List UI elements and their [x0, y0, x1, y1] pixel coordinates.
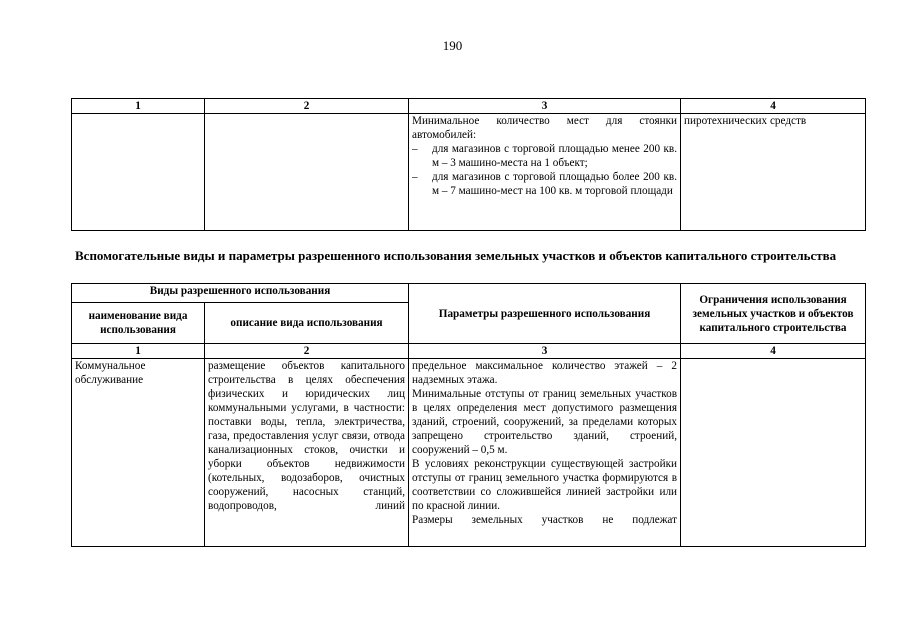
table-row: [72, 114, 866, 231]
col-number: 3: [409, 99, 681, 114]
list-item: – для магазинов с торговой площадью менее 200 кв. м – 3 машино-места на 1 объект;: [412, 143, 677, 169]
param-paragraph: предельное максимальное количество этажей – 2 надземных этажа.: [412, 360, 678, 386]
param-paragraph: Минимальные отступы от границ земельных участков в целях определения мест допустимого размещения зданий, строений, сооружений, за пределами которых запрещено строительство зданий, строений, сооружений – 0,5 м.: [412, 388, 678, 456]
description-header: описание вида использования: [205, 303, 409, 344]
cell-empty: [72, 114, 205, 231]
col-number: 3: [409, 344, 681, 359]
table-number-row: [72, 344, 866, 359]
col-number: 4: [681, 344, 866, 359]
limits-header: Ограничения использования земельных участков и объектов капитального строительства: [681, 284, 866, 344]
col-number: 4: [681, 99, 866, 114]
col-number: 2: [205, 344, 409, 359]
params-header: Параметры разрешенного использования: [409, 284, 681, 344]
page-number: 190: [442, 38, 463, 53]
param-paragraph: Размеры земельных участков не подлежат: [412, 514, 678, 526]
auxiliary-uses-table: [71, 283, 866, 547]
table-row: [72, 359, 866, 547]
section-heading: Вспомогательные виды и параметры разрешенного использования земельных участков и объектов капитального строительства: [75, 248, 837, 263]
col-number: 1: [72, 99, 205, 114]
cell-params: [409, 114, 681, 231]
parking-intro: Минимальное количество мест для стоянки автомобилей:: [412, 115, 677, 141]
param-paragraph: В условиях реконструкции существующей застройки отступы от границ земельного участка формируются в соответствии со сложившейся линией застройки или по красной линии.: [412, 458, 678, 512]
cell-name: Коммунальное обслуживание: [72, 359, 205, 547]
name-header: наименование вида использования: [72, 303, 205, 344]
continuation-table: [71, 98, 866, 231]
cell-params: [409, 359, 681, 547]
cell-description: размещение объектов капитального строительства в целях обеспечения физических и юридических лиц коммунальными услугами, в частности: поставки воды, тепла, электричества, газа, предоставления услуг связи, отвода канализационных стоков, очистки и уборки объектов недвижимости (котельных, водозаборов, очистных сооружений, насосных станций, водопроводов, линий: [205, 359, 409, 547]
list-item: – для магазинов с торговой площадью более 200 кв. м – 7 машино-мест на 100 кв. м торговой площади: [412, 171, 677, 197]
table-header-row: [72, 99, 866, 114]
col-number: 1: [72, 344, 205, 359]
group-header: Виды разрешенного использования: [72, 284, 409, 303]
cell-empty: [205, 114, 409, 231]
col-number: 2: [205, 99, 409, 114]
cell-limits: [681, 359, 866, 547]
cell-limits: пиротехнических средств: [681, 114, 866, 231]
table-header-row: [72, 284, 866, 303]
